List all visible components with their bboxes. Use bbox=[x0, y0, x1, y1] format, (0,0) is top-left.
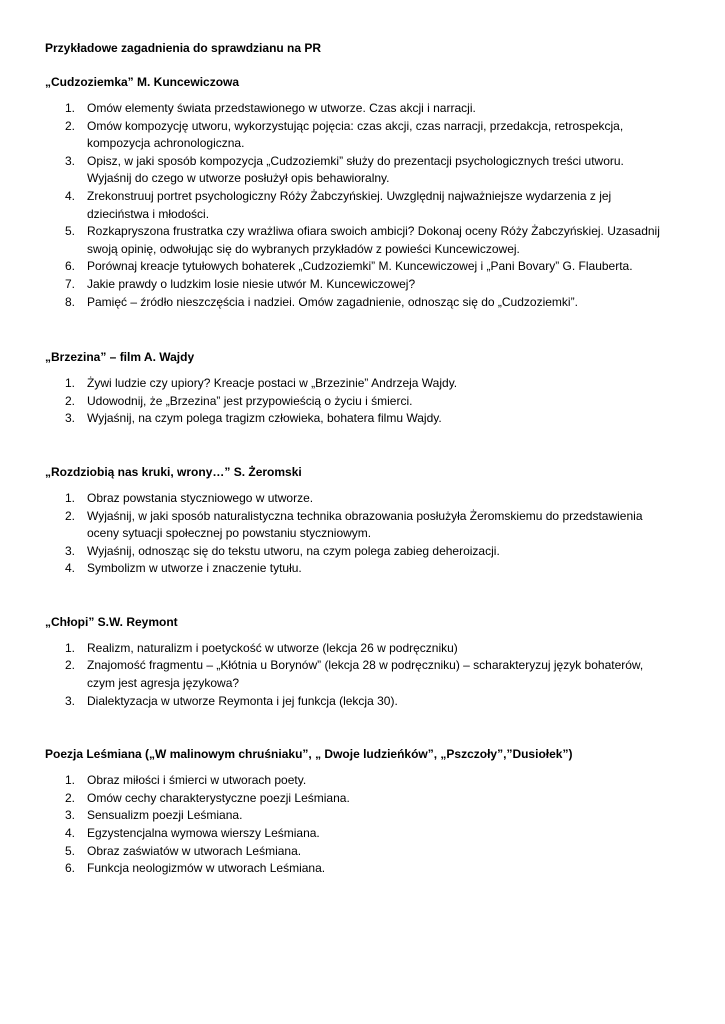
item-number: 3. bbox=[65, 411, 76, 426]
list-item bbox=[45, 790, 685, 808]
item-number: 2. bbox=[65, 508, 76, 523]
item-number: 5. bbox=[65, 843, 76, 858]
item-number: 1. bbox=[65, 773, 76, 788]
item-text: Symbolizm w utworze i znaczenie tytułu. bbox=[87, 561, 302, 576]
document-page bbox=[45, 40, 685, 878]
section-brzezina bbox=[45, 349, 685, 428]
item-text: Udowodnij, że „Brzezina” jest przypowieścią o życiu i śmierci. bbox=[87, 393, 413, 408]
list-item bbox=[45, 375, 685, 393]
list-item bbox=[45, 657, 685, 692]
list-item bbox=[45, 153, 685, 188]
item-number: 3. bbox=[65, 543, 76, 558]
list-item bbox=[45, 825, 685, 843]
item-text-line: oceny sytuacji społecznej po powstaniu styczniowym. bbox=[87, 526, 372, 541]
item-number: 2. bbox=[65, 393, 76, 408]
item-number: 6. bbox=[65, 861, 76, 876]
list-item bbox=[45, 772, 685, 790]
item-text: Sensualizm poezji Leśmiana. bbox=[87, 808, 243, 823]
item-number: 5. bbox=[65, 224, 76, 239]
document-title: Przykładowe zagadnienia do sprawdzianu na PR bbox=[45, 41, 322, 55]
list-item bbox=[45, 188, 685, 223]
item-text: Funkcja neologizmów w utworach Leśmiana. bbox=[87, 861, 326, 876]
item-number: 4. bbox=[65, 561, 76, 576]
item-text-line: Wyjaśnij do czego w utworze posłużył opis behawioralny. bbox=[87, 171, 390, 186]
item-text: Egzystencjalna wymowa wierszy Leśmiana. bbox=[87, 826, 320, 841]
item-text: Porównaj kreacje tytułowych bohaterek „Cudzoziemki” M. Kuncewiczowej i „Pani Bovary” G. Flauberta. bbox=[87, 259, 633, 274]
numbered-list bbox=[45, 375, 685, 428]
list-item bbox=[45, 118, 685, 153]
item-text-line: Zrekonstruuj portret psychologiczny Róży Żabczyńskiej. Uwzględnij najważniejsze wydarzenia z jej bbox=[87, 188, 612, 203]
item-text-line: Omów kompozycję utworu, wykorzystując pojęcia: czas akcji, czas narracji, przedakcja, retrospekcja, bbox=[87, 118, 624, 133]
item-number: 2. bbox=[65, 118, 76, 133]
item-text: Obraz powstania styczniowego w utworze. bbox=[87, 490, 314, 505]
list-item bbox=[45, 508, 685, 543]
item-number: 4. bbox=[65, 826, 76, 841]
list-item bbox=[45, 294, 685, 312]
section-lesmian bbox=[45, 746, 685, 878]
list-item bbox=[45, 490, 685, 508]
item-number: 1. bbox=[65, 376, 76, 391]
item-number: 1. bbox=[65, 640, 76, 655]
item-text-line: kompozycja achronologiczna. bbox=[87, 136, 245, 151]
item-number: 1. bbox=[65, 101, 76, 115]
item-text-line: dzieciństwa i młodości. bbox=[87, 206, 210, 221]
list-item bbox=[45, 843, 685, 861]
item-number: 6. bbox=[65, 259, 76, 274]
section-chlopi bbox=[45, 614, 685, 710]
list-item bbox=[45, 223, 685, 258]
list-item bbox=[45, 860, 685, 878]
list-item bbox=[45, 543, 685, 561]
item-text-line: Opisz, w jaki sposób kompozycja „Cudzoziemki” służy do prezentacji psychologicznych treści utworu. bbox=[87, 153, 624, 168]
section-cudzoziemka bbox=[45, 74, 685, 311]
item-text: Omów elementy świata przedstawionego w utworze. Czas akcji i narracji. bbox=[87, 101, 476, 115]
item-text: Żywi ludzie czy upiory? Kreacje postaci w „Brzezinie” Andrzeja Wajdy. bbox=[87, 376, 458, 391]
section-heading: Poezja Leśmiana („W malinowym chruśniaku”, „ Dwoje ludzieńków”, „Pszczoły”,”Dusiołek”) bbox=[45, 747, 573, 762]
numbered-list bbox=[45, 640, 685, 710]
item-number: 1. bbox=[65, 490, 76, 505]
item-text: Obraz zaświatów w utworach Leśmiana. bbox=[87, 843, 302, 858]
item-text: Obraz miłości i śmierci w utworach poety. bbox=[87, 773, 307, 788]
item-number: 8. bbox=[65, 294, 76, 309]
section-heading: „Chłopi” S.W. Reymont bbox=[45, 614, 178, 629]
item-text: Jakie prawdy o ludzkim losie niesie utwór M. Kuncewiczowej? bbox=[87, 276, 416, 291]
item-number: 2. bbox=[65, 790, 76, 805]
list-item bbox=[45, 100, 685, 118]
section-heading: „Rozdziobią nas kruki, wrony…” S. Żeromski bbox=[45, 464, 302, 479]
list-item bbox=[45, 276, 685, 294]
item-text: Omów cechy charakterystyczne poezji Leśmiana. bbox=[87, 790, 350, 805]
item-text-line: czym jest agresja językowa? bbox=[87, 676, 240, 691]
list-item bbox=[45, 258, 685, 276]
item-number: 3. bbox=[65, 693, 76, 708]
item-number: 3. bbox=[65, 153, 76, 168]
item-text-line: Znajomość fragmentu – „Kłótnia u Borynów” (lekcja 28 w podręczniku) – scharakteryzuj język bohaterów, bbox=[87, 658, 644, 673]
item-text: Dialektyzacja w utworze Reymonta i jej funkcja (lekcja 30). bbox=[87, 693, 398, 708]
item-text-line: Rozkapryszona frustratka czy wrażliwa ofiara swoich ambicji? Dokonaj oceny Róży Żabczyńskiej. Uzasadnij bbox=[87, 224, 660, 239]
list-item bbox=[45, 393, 685, 411]
list-item bbox=[45, 560, 685, 578]
item-text-line: swoją opinię, odwołując się do wybranych przykładów z powieści Kuncewiczowej. bbox=[87, 241, 520, 256]
item-text-line: Wyjaśnij, w jaki sposób naturalistyczna technika obrazowania posłużyła Żeromskiemu do przedstawienia bbox=[87, 508, 643, 523]
numbered-list bbox=[45, 490, 685, 578]
item-text: Realizm, naturalizm i poetyckość w utworze (lekcja 26 w podręczniku) bbox=[87, 640, 458, 655]
item-text: Wyjaśnij, na czym polega tragizm człowieka, bohatera filmu Wajdy. bbox=[87, 411, 442, 426]
section-heading: „Brzezina” – film A. Wajdy bbox=[45, 350, 195, 365]
section-heading: „Cudzoziemka” M. Kuncewiczowa bbox=[45, 75, 240, 89]
list-item bbox=[45, 640, 685, 658]
list-item bbox=[45, 410, 685, 428]
list-item bbox=[45, 807, 685, 825]
item-number: 2. bbox=[65, 658, 76, 673]
section-rozdziobia bbox=[45, 464, 685, 578]
item-text: Wyjaśnij, odnosząc się do tekstu utworu, na czym polega zabieg deheroizacji. bbox=[87, 543, 500, 558]
list-item bbox=[45, 693, 685, 711]
numbered-list bbox=[45, 100, 685, 311]
numbered-list bbox=[45, 772, 685, 878]
item-number: 7. bbox=[65, 276, 76, 291]
item-number: 3. bbox=[65, 808, 76, 823]
item-number: 4. bbox=[65, 188, 76, 203]
item-text: Pamięć – źródło nieszczęścia i nadziei. Omów zagadnienie, odnosząc się do „Cudzoziemki”. bbox=[87, 294, 578, 309]
